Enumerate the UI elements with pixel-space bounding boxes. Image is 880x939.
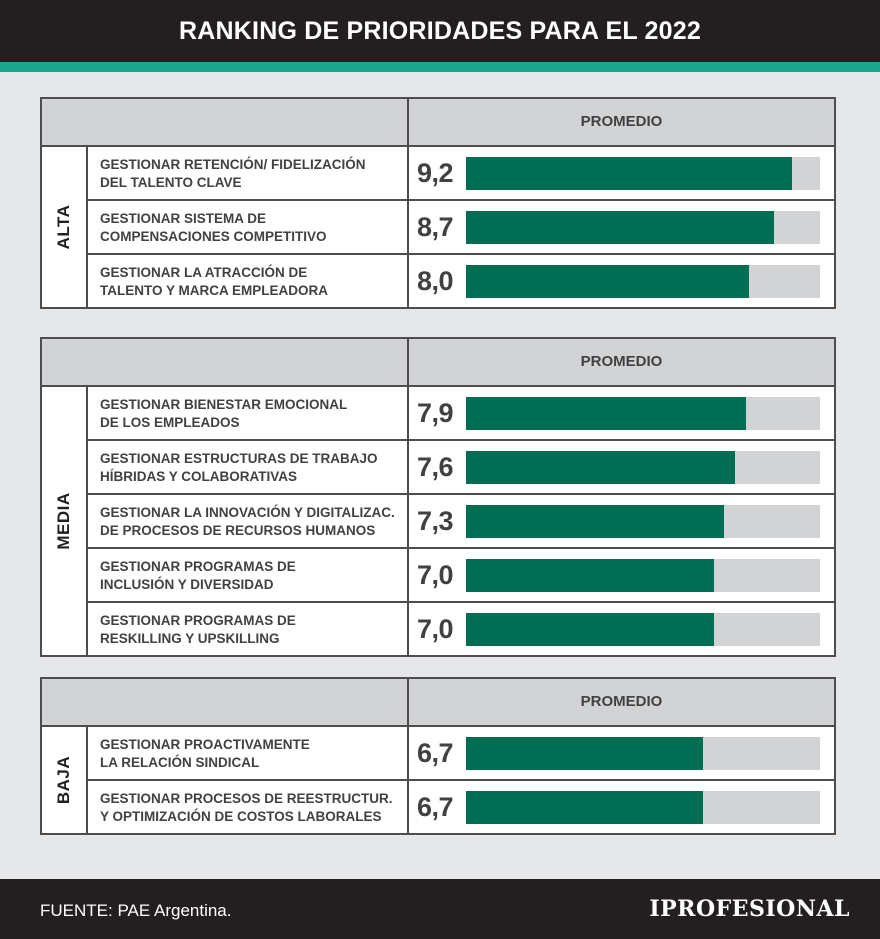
section-header	[42, 679, 834, 727]
priority-label: GESTIONAR PROGRAMAS DE INCLUSIÓN Y DIVERSIDAD	[100, 559, 296, 592]
bar-track	[466, 737, 820, 770]
ranking-row	[88, 147, 834, 199]
row-divider	[407, 727, 409, 779]
row-divider	[407, 781, 409, 833]
ranking-row	[88, 493, 834, 547]
data-label: 8,7	[417, 212, 454, 242]
data-label: 8,0	[417, 266, 454, 296]
priority-label: GESTIONAR BIENESTAR EMOCIONAL DE LOS EMPLEADOS	[100, 397, 348, 430]
bar-track	[466, 265, 820, 298]
footer	[0, 879, 880, 939]
source-note: FUENTE: PAE Argentina.	[40, 901, 232, 920]
data-label: 7,9	[417, 398, 454, 428]
bar-track	[466, 157, 820, 190]
ranking-row	[88, 439, 834, 493]
section-baja	[40, 677, 836, 835]
accent-bar	[0, 62, 880, 72]
row-divider	[407, 549, 409, 601]
data-label: 7,0	[417, 614, 454, 644]
priority-label: GESTIONAR LA INNOVACIÓN Y DIGITALIZAC. DE PROCESOS DE RECURSOS HUMANOS	[100, 505, 395, 538]
priority-label: GESTIONAR PROGRAMAS DE RESKILLING Y UPSKILLING	[100, 613, 296, 646]
row-divider	[407, 201, 409, 253]
bar	[466, 265, 749, 298]
header-banner	[0, 0, 880, 62]
column-header-promedio: PROMEDIO	[580, 353, 663, 370]
section-header	[42, 339, 834, 387]
data-label: 7,3	[417, 506, 454, 536]
bar	[466, 613, 714, 646]
priority-level-cell	[42, 727, 88, 833]
priority-level-label: MEDIA	[54, 492, 73, 550]
row-divider	[407, 387, 409, 439]
bar	[466, 451, 735, 484]
data-label: 9,2	[417, 158, 454, 188]
brand-logo: IPROFESIONAL	[649, 896, 850, 922]
priority-label: GESTIONAR LA ATRACCIÓN DE TALENTO Y MARCA EMPLEADORA	[100, 265, 329, 298]
priority-label: GESTIONAR ESTRUCTURAS DE TRABAJO HÍBRIDAS Y COLABORATIVAS	[100, 451, 378, 484]
column-header-promedio: PROMEDIO	[580, 693, 663, 710]
data-label: 7,6	[417, 452, 454, 482]
ranking-row	[88, 253, 834, 307]
priority-level-cell	[42, 387, 88, 655]
chart-title: RANKING DE PRIORIDADES PARA EL 2022	[179, 17, 701, 45]
priority-level-label: ALTA	[54, 204, 73, 250]
row-divider	[407, 495, 409, 547]
priority-level-label: BAJA	[54, 755, 73, 805]
row-divider	[407, 255, 409, 307]
bar-track	[466, 505, 820, 538]
bar	[466, 157, 792, 190]
bar	[466, 397, 746, 430]
bar	[466, 737, 703, 770]
bar	[466, 505, 724, 538]
priority-label: GESTIONAR PROACTIVAMENTE LA RELACIÓN SINDICAL	[100, 737, 310, 770]
row-divider	[407, 147, 409, 199]
column-header-promedio: PROMEDIO	[580, 113, 663, 130]
section-alta	[40, 97, 836, 309]
section-media	[40, 337, 836, 657]
row-divider	[407, 603, 409, 655]
data-label: 6,7	[417, 738, 454, 768]
ranking-row	[88, 199, 834, 253]
priority-label: GESTIONAR RETENCIÓN/ FIDELIZACIÓN DEL TALENTO CLAVE	[100, 157, 366, 190]
ranking-row	[88, 601, 834, 655]
ranking-row	[88, 547, 834, 601]
ranking-row	[88, 387, 834, 439]
bar	[466, 791, 703, 824]
priority-label: GESTIONAR PROCESOS DE REESTRUCTUR. Y OPTIMIZACIÓN DE COSTOS LABORALES	[100, 791, 393, 824]
bar	[466, 211, 774, 244]
priority-level-cell	[42, 147, 88, 307]
bar-track	[466, 559, 820, 592]
bar-track	[466, 211, 820, 244]
bar-track	[466, 613, 820, 646]
data-label: 6,7	[417, 792, 454, 822]
row-divider	[407, 441, 409, 493]
bar-track	[466, 791, 820, 824]
ranking-row	[88, 779, 834, 833]
ranking-row	[88, 727, 834, 779]
bar-track	[466, 397, 820, 430]
bar-track	[466, 451, 820, 484]
bar	[466, 559, 714, 592]
data-label: 7,0	[417, 560, 454, 590]
section-header	[42, 99, 834, 147]
priority-label: GESTIONAR SISTEMA DE COMPENSACIONES COMPETITIVO	[100, 211, 327, 244]
